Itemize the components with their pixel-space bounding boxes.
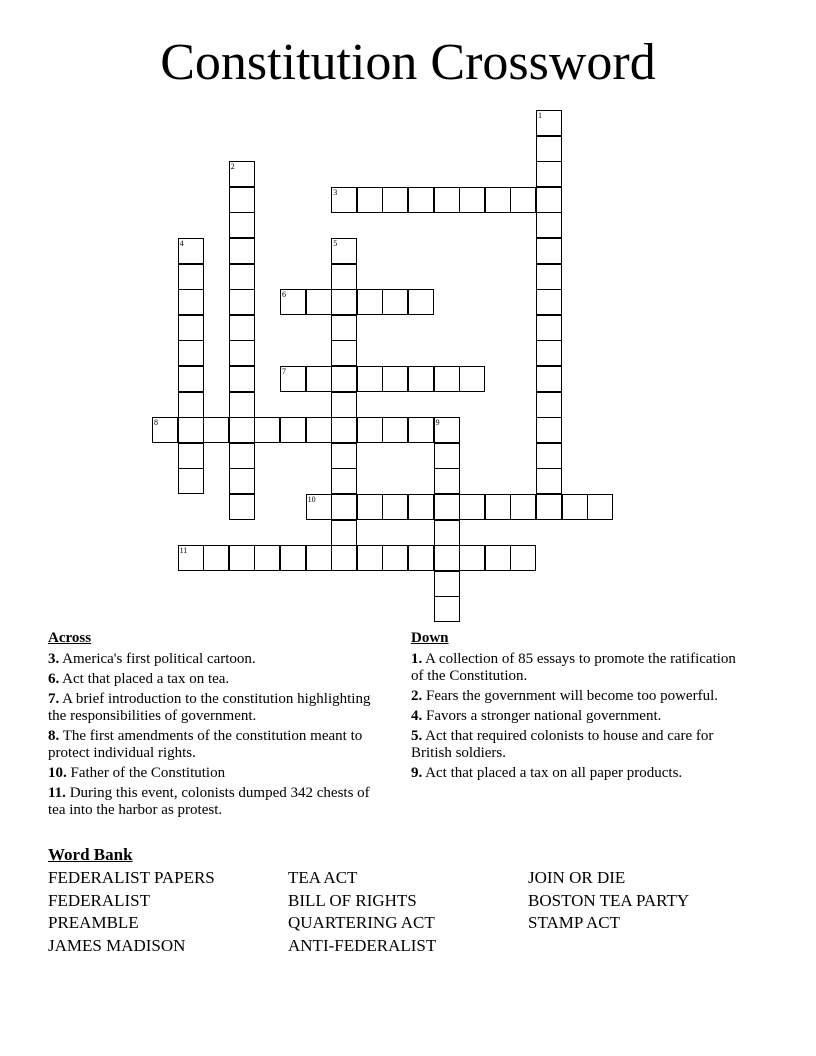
word-bank-item: FEDERALIST [48, 890, 150, 910]
crossword-cell[interactable] [510, 187, 536, 213]
crossword-cell[interactable] [331, 468, 357, 494]
crossword-cell[interactable] [357, 289, 383, 315]
crossword-cell[interactable] [178, 443, 204, 469]
crossword-cell[interactable] [459, 187, 485, 213]
clue-number: 1. [411, 651, 423, 667]
crossword-cell[interactable] [459, 494, 485, 520]
crossword-cell[interactable] [280, 289, 306, 315]
crossword-cell[interactable] [382, 187, 408, 213]
across-heading: Across [48, 630, 92, 646]
crossword-cell[interactable] [459, 545, 485, 571]
crossword-cell[interactable] [178, 289, 204, 315]
clue-number: 6. [48, 671, 60, 687]
crossword-cell[interactable] [434, 520, 460, 546]
word-bank-heading: Word Bank [48, 845, 133, 864]
crossword-cell[interactable] [382, 417, 408, 443]
clue-number: 8 [154, 418, 158, 428]
crossword-cell[interactable] [434, 417, 460, 443]
word-bank-item: TEA ACT [288, 868, 358, 887]
crossword-cell[interactable] [254, 545, 280, 571]
crossword-cell[interactable] [229, 468, 255, 494]
crossword-cell[interactable] [459, 366, 485, 392]
word-bank-item: QUARTERING ACT [288, 913, 435, 932]
crossword-cell[interactable] [536, 110, 562, 136]
crossword-cell[interactable] [229, 264, 255, 290]
word-bank-item: ANTI-FEDERALIST [288, 935, 437, 955]
crossword-cell[interactable] [178, 468, 204, 494]
word-bank-item: BOSTON TEA PARTY [528, 890, 690, 910]
crossword-cell[interactable] [536, 161, 562, 187]
crossword-cell[interactable] [536, 366, 562, 392]
crossword-cell[interactable] [331, 340, 357, 366]
clue-text: A collection of 85 essays to promote the ratification of the Constitution. [411, 651, 736, 684]
crossword-cell[interactable] [229, 187, 255, 213]
clue-text: Father of the Constitution [66, 765, 226, 781]
crossword-cell[interactable] [331, 289, 357, 315]
page-title: Constitution Crossword [160, 34, 656, 91]
crossword-cell[interactable] [178, 417, 204, 443]
clue-number: 3. [48, 651, 60, 667]
crossword-cell[interactable] [229, 315, 255, 341]
crossword-cell[interactable] [229, 494, 255, 520]
crossword-cell[interactable] [331, 315, 357, 341]
crossword-cell[interactable] [229, 443, 255, 469]
word-bank-column [288, 867, 528, 957]
clue-number: 2. [411, 688, 423, 704]
crossword-cell[interactable] [357, 417, 383, 443]
crossword-cell[interactable] [434, 468, 460, 494]
crossword-cell[interactable] [510, 494, 536, 520]
across-clue [48, 651, 388, 668]
crossword-cell[interactable] [331, 187, 357, 213]
word-bank [48, 845, 768, 955]
crossword-cell[interactable] [536, 340, 562, 366]
crossword-cell[interactable] [536, 212, 562, 238]
clue-number: 8. [48, 728, 60, 744]
clue-text: The first amendments of the constitution meant to protect individual rights. [48, 728, 363, 761]
crossword-cell[interactable] [382, 289, 408, 315]
clue-text: During this event, colonists dumped 342 chests of tea into the harbor as protest. [48, 785, 370, 818]
crossword-cell[interactable] [229, 161, 255, 187]
clue-number: 5. [411, 728, 423, 744]
crossword-cell[interactable] [178, 238, 204, 264]
crossword-cell[interactable] [229, 417, 255, 443]
across-clue [48, 671, 388, 688]
clue-number: 6 [282, 290, 286, 300]
crossword-cell[interactable] [280, 545, 306, 571]
crossword-cell[interactable] [178, 315, 204, 341]
clue-text: Act that placed a tax on tea. [59, 671, 230, 687]
down-clue [411, 688, 751, 705]
crossword-cell[interactable] [485, 545, 511, 571]
clue-number: 9. [411, 765, 423, 781]
crossword-cell[interactable] [434, 443, 460, 469]
crossword-cell[interactable] [357, 187, 383, 213]
crossword-cell[interactable] [331, 494, 357, 520]
crossword-cell[interactable] [408, 494, 434, 520]
down-clue [411, 765, 751, 782]
crossword-cell[interactable] [306, 545, 332, 571]
crossword-cell[interactable] [536, 289, 562, 315]
across-clue [48, 765, 388, 782]
clue-number: 1 [538, 111, 542, 120]
clue-number: 4. [411, 708, 423, 724]
word-bank-item: BILL OF RIGHTS [288, 890, 417, 910]
crossword-cell[interactable] [434, 366, 460, 392]
crossword-cell[interactable] [536, 136, 562, 162]
crossword-cell[interactable] [357, 545, 383, 571]
crossword-cell[interactable] [357, 494, 383, 520]
crossword-cell[interactable] [229, 289, 255, 315]
crossword-cell[interactable] [306, 494, 332, 520]
clue-text: America's first political cartoon. [59, 651, 256, 667]
crossword-cell[interactable] [536, 443, 562, 469]
crossword-cell[interactable] [331, 264, 357, 290]
crossword-cell[interactable] [229, 340, 255, 366]
crossword-cell[interactable] [536, 187, 562, 213]
crossword-cell[interactable] [178, 392, 204, 418]
crossword-cell[interactable] [331, 392, 357, 418]
down-clues [411, 630, 751, 785]
crossword-cell[interactable] [306, 366, 332, 392]
crossword-cell[interactable] [434, 596, 460, 622]
crossword-cell[interactable] [203, 417, 229, 443]
crossword-cell[interactable] [382, 494, 408, 520]
crossword-cell[interactable] [536, 315, 562, 341]
crossword-cell[interactable] [229, 238, 255, 264]
crossword-cell[interactable] [382, 366, 408, 392]
crossword-cell[interactable] [485, 494, 511, 520]
crossword-cell[interactable] [229, 366, 255, 392]
crossword-cell[interactable] [229, 392, 255, 418]
crossword-cell[interactable] [434, 187, 460, 213]
crossword-cell[interactable] [382, 545, 408, 571]
across-clue [48, 728, 388, 762]
word-bank-column [48, 867, 288, 957]
crossword-cell[interactable] [536, 494, 562, 520]
crossword-cell[interactable] [229, 545, 255, 571]
crossword-cell[interactable] [331, 238, 357, 264]
crossword-cell[interactable] [510, 545, 536, 571]
crossword-cell[interactable] [178, 545, 204, 571]
clue-number: 9 [435, 418, 440, 428]
across-clue [48, 785, 388, 819]
clue-number: 10. [48, 765, 67, 781]
crossword-cell[interactable] [587, 494, 613, 520]
down-clue [411, 708, 751, 725]
crossword-cell[interactable] [562, 494, 588, 520]
clue-number: 11 [179, 546, 188, 556]
crossword-cell[interactable] [434, 494, 460, 520]
clue-number: 11. [48, 785, 66, 801]
crossword-cell[interactable] [331, 443, 357, 469]
crossword-cell[interactable] [331, 417, 357, 443]
crossword-cell[interactable] [485, 187, 511, 213]
clue-number: 10 [307, 495, 316, 504]
clue-text: Act that placed a tax on all paper products. [422, 765, 683, 781]
crossword-cell[interactable] [306, 417, 332, 443]
clue-text: Fears the government will become too powerful. [422, 688, 719, 704]
crossword-cell[interactable] [306, 289, 332, 315]
crossword-cell[interactable] [408, 545, 434, 571]
crossword-cell[interactable] [408, 417, 434, 443]
across-clues [48, 630, 388, 822]
crossword-cell[interactable] [280, 366, 306, 392]
crossword-cell[interactable] [408, 366, 434, 392]
across-clue [48, 691, 388, 725]
crossword-cell[interactable] [280, 417, 306, 443]
clue-number: 5 [333, 239, 338, 248]
crossword-cell[interactable] [434, 571, 460, 597]
clue-text: Favors a stronger national government. [422, 708, 662, 724]
word-bank-item: PREAMBLE [48, 913, 139, 932]
word-bank-item: JAMES MADISON [48, 935, 186, 955]
crossword-cell[interactable] [536, 264, 562, 290]
clue-number: 7 [282, 367, 286, 376]
crossword-cell[interactable] [203, 545, 229, 571]
crossword-cell[interactable] [434, 545, 460, 571]
crossword-cell[interactable] [536, 468, 562, 494]
clue-number: 3 [333, 187, 338, 197]
crossword-cell[interactable] [178, 366, 204, 392]
clue-text: Act that required colonists to house and care for British soldiers. [411, 728, 714, 761]
crossword-cell[interactable] [152, 417, 178, 443]
clue-number: 2 [230, 162, 235, 172]
down-heading: Down [411, 630, 449, 646]
crossword-cell[interactable] [254, 417, 280, 443]
crossword-cell[interactable] [178, 264, 204, 290]
crossword-cell[interactable] [357, 366, 383, 392]
crossword-cell[interactable] [408, 289, 434, 315]
word-bank-item: JOIN OR DIE [528, 868, 626, 887]
clue-number: 4 [179, 239, 184, 248]
crossword-cell[interactable] [331, 545, 357, 571]
clue-text: A brief introduction to the constitution highlighting the responsibilities of government. [48, 691, 371, 724]
crossword-cell[interactable] [331, 520, 357, 546]
crossword-cell[interactable] [229, 212, 255, 238]
word-bank-item: FEDERALIST PAPERS [48, 868, 215, 887]
crossword-cell[interactable] [408, 187, 434, 213]
down-clue [411, 728, 751, 762]
crossword-cell[interactable] [536, 238, 562, 264]
crossword-cell[interactable] [178, 340, 204, 366]
crossword-cell[interactable] [536, 392, 562, 418]
clue-number: 7. [48, 691, 60, 707]
down-clue [411, 651, 751, 685]
crossword-cell[interactable] [536, 417, 562, 443]
crossword-cell[interactable] [331, 366, 357, 392]
word-bank-item: STAMP ACT [528, 913, 621, 932]
word-bank-column [528, 867, 768, 935]
